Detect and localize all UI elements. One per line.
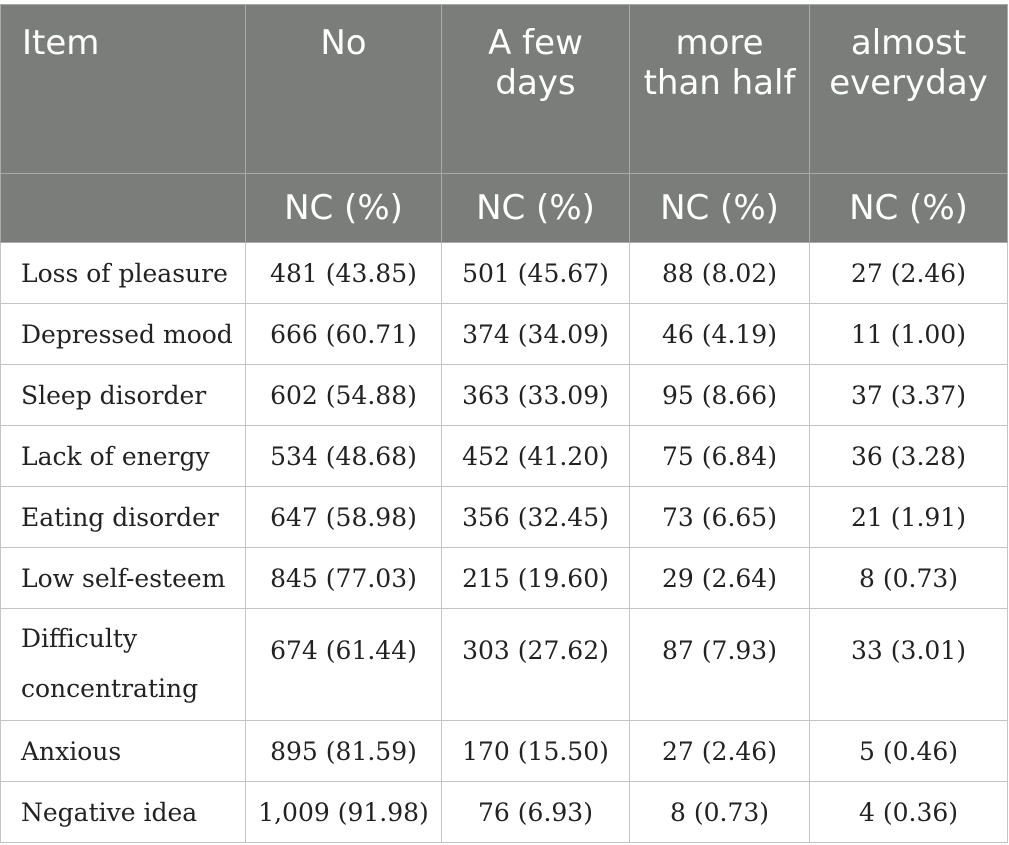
row-label: Lack of energy	[1, 426, 246, 487]
row-label: Negative idea	[1, 782, 246, 843]
cell-a-few-days: 374 (34.09)	[442, 304, 630, 365]
cell-no: 674 (61.44)	[246, 609, 442, 721]
subheader-more-than-half: NC (%)	[630, 174, 810, 243]
row-label: Sleep disorder	[1, 365, 246, 426]
table-row	[1, 487, 1008, 548]
cell-no: 666 (60.71)	[246, 304, 442, 365]
table-row	[1, 721, 1008, 782]
subheader-blank	[1, 174, 246, 243]
cell-a-few-days: 170 (15.50)	[442, 721, 630, 782]
cell-a-few-days: 215 (19.60)	[442, 548, 630, 609]
cell-more-than-half: 88 (8.02)	[630, 243, 810, 304]
row-label: Depressed mood	[1, 304, 246, 365]
cell-a-few-days: 303 (27.62)	[442, 609, 630, 721]
cell-more-than-half: 27 (2.46)	[630, 721, 810, 782]
cell-a-few-days: 356 (32.45)	[442, 487, 630, 548]
cell-almost-everyday: 4 (0.36)	[810, 782, 1008, 843]
table-row	[1, 426, 1008, 487]
table-row	[1, 365, 1008, 426]
cell-more-than-half: 73 (6.65)	[630, 487, 810, 548]
cell-almost-everyday: 5 (0.46)	[810, 721, 1008, 782]
cell-more-than-half: 29 (2.64)	[630, 548, 810, 609]
subheader-row	[1, 174, 1008, 243]
row-label: Anxious	[1, 721, 246, 782]
column-header-a-few-days: A few days	[442, 5, 630, 174]
row-label: Loss of pleasure	[1, 243, 246, 304]
column-header-no: No	[246, 5, 442, 174]
column-header-item: Item	[1, 5, 246, 174]
cell-no: 647 (58.98)	[246, 487, 442, 548]
table-header	[1, 5, 1008, 243]
cell-almost-everyday: 27 (2.46)	[810, 243, 1008, 304]
cell-no: 845 (77.03)	[246, 548, 442, 609]
cell-no: 602 (54.88)	[246, 365, 442, 426]
subheader-no: NC (%)	[246, 174, 442, 243]
cell-almost-everyday: 11 (1.00)	[810, 304, 1008, 365]
subheader-almost-everyday: NC (%)	[810, 174, 1008, 243]
table-body	[1, 243, 1008, 843]
table-row	[1, 304, 1008, 365]
cell-more-than-half: 8 (0.73)	[630, 782, 810, 843]
row-label: Difficulty concentrating	[1, 609, 246, 721]
column-header-almost-everyday: almost everyday	[810, 5, 1008, 174]
cell-more-than-half: 46 (4.19)	[630, 304, 810, 365]
cell-more-than-half: 75 (6.84)	[630, 426, 810, 487]
row-label: Eating disorder	[1, 487, 246, 548]
cell-a-few-days: 452 (41.20)	[442, 426, 630, 487]
subheader-a-few-days: NC (%)	[442, 174, 630, 243]
cell-almost-everyday: 33 (3.01)	[810, 609, 1008, 721]
header-row	[1, 5, 1008, 174]
cell-a-few-days: 76 (6.93)	[442, 782, 630, 843]
data-table	[0, 4, 1008, 843]
row-label: Low self-esteem	[1, 548, 246, 609]
table-row	[1, 609, 1008, 721]
cell-almost-everyday: 8 (0.73)	[810, 548, 1008, 609]
table-row	[1, 548, 1008, 609]
cell-no: 481 (43.85)	[246, 243, 442, 304]
table-row	[1, 243, 1008, 304]
cell-a-few-days: 363 (33.09)	[442, 365, 630, 426]
cell-no: 1,009 (91.98)	[246, 782, 442, 843]
cell-almost-everyday: 21 (1.91)	[810, 487, 1008, 548]
cell-almost-everyday: 36 (3.28)	[810, 426, 1008, 487]
cell-more-than-half: 87 (7.93)	[630, 609, 810, 721]
cell-no: 534 (48.68)	[246, 426, 442, 487]
table-row	[1, 782, 1008, 843]
cell-no: 895 (81.59)	[246, 721, 442, 782]
column-header-more-than-half: more than half	[630, 5, 810, 174]
cell-a-few-days: 501 (45.67)	[442, 243, 630, 304]
cell-more-than-half: 95 (8.66)	[630, 365, 810, 426]
cell-almost-everyday: 37 (3.37)	[810, 365, 1008, 426]
